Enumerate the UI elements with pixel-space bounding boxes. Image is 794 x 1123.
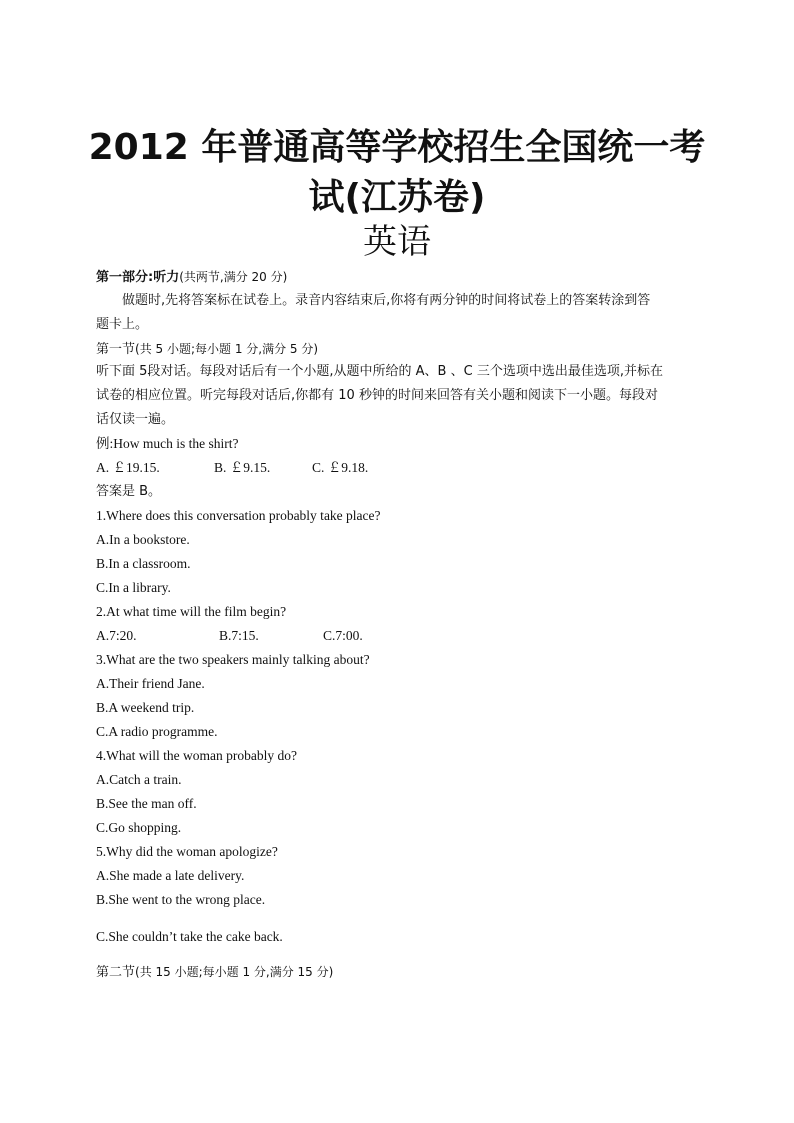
example-option-a: A. ￡19.15. bbox=[96, 460, 160, 475]
section2-heading bbox=[96, 963, 706, 982]
question-3-option-c: C.A radio programme. bbox=[96, 724, 218, 739]
question-3: 3.What are the two speakers mainly talking about? bbox=[96, 652, 370, 667]
page-title-line-2: 试(江苏卷) bbox=[308, 177, 486, 218]
part1-heading bbox=[96, 268, 706, 287]
part1-instruction-line-1: 做题时,先将答案标在试卷上。录音内容结束后,你将有两分钟的时间将试卷上的答案转涂到答 bbox=[122, 293, 651, 308]
section1-instruction-line-2: 试卷的相应位置。听完每段对话后,你都有 10 秒钟的时间来回答有关小题和阅读下一小题。每段对 bbox=[96, 388, 658, 403]
section2-heading-rest: (共 15 小题;每小题 1 分,满分 15 分) bbox=[135, 965, 334, 979]
example-option-c: C. ￡9.18. bbox=[312, 460, 369, 475]
question-2-option-a: A.7:20. bbox=[96, 628, 137, 643]
question-3-option-a: A.Their friend Jane. bbox=[96, 676, 205, 691]
example-question: 例:How much is the shirt? bbox=[96, 436, 239, 451]
section1-heading-prefix: 第一节 bbox=[96, 342, 136, 357]
subject-title: 英语 bbox=[363, 222, 431, 262]
section1-heading-rest: (共 5 小题;每小题 1 分,满分 5 分) bbox=[135, 342, 319, 356]
question-4: 4.What will the woman probably do? bbox=[96, 748, 297, 763]
section2-heading-prefix: 第二节 bbox=[96, 965, 136, 980]
question-2-option-b: B.7:15. bbox=[219, 628, 259, 643]
section1-instruction-line-1: 听下面 5段对话。每段对话后有一个小题,从题中所给的 A、B 、C 三个选项中选出最佳选项,并标在 bbox=[96, 364, 663, 379]
question-1-option-c: C.In a library. bbox=[96, 580, 171, 595]
question-5-option-b: B.She went to the wrong place. bbox=[96, 892, 266, 907]
question-2-option-c: C.7:00. bbox=[323, 628, 363, 643]
question-5-option-c: C.She couldn’t take the cake back. bbox=[96, 929, 283, 944]
question-3-option-b: B.A weekend trip. bbox=[96, 700, 195, 715]
question-5-option-a: A.She made a late delivery. bbox=[96, 868, 245, 883]
question-1-option-a: A.In a bookstore. bbox=[96, 532, 190, 547]
question-4-option-a: A.Catch a train. bbox=[96, 772, 182, 787]
section1-instruction-line-3: 话仅读一遍。 bbox=[96, 412, 175, 427]
part1-instruction-line-2: 题卡上。 bbox=[96, 317, 149, 332]
section1-heading bbox=[96, 340, 706, 359]
example-option-b: B. ￡9.15. bbox=[214, 460, 271, 475]
question-2: 2.At what time will the film begin? bbox=[96, 604, 287, 619]
part1-heading-rest: (共两节,满分 20 分) bbox=[179, 270, 288, 284]
question-1-option-b: B.In a classroom. bbox=[96, 556, 191, 571]
page-title-line-1: 2012 年普通高等学校招生全国统一考 bbox=[88, 127, 706, 168]
question-1: 1.Where does this conversation probably take place? bbox=[96, 508, 381, 523]
question-4-option-b: B.See the man off. bbox=[96, 796, 197, 811]
example-answer: 答案是 B。 bbox=[96, 484, 162, 499]
question-5: 5.Why did the woman apologize? bbox=[96, 844, 278, 859]
part1-heading-bold: 第一部分:听力 bbox=[96, 270, 180, 285]
question-4-option-c: C.Go shopping. bbox=[96, 820, 182, 835]
